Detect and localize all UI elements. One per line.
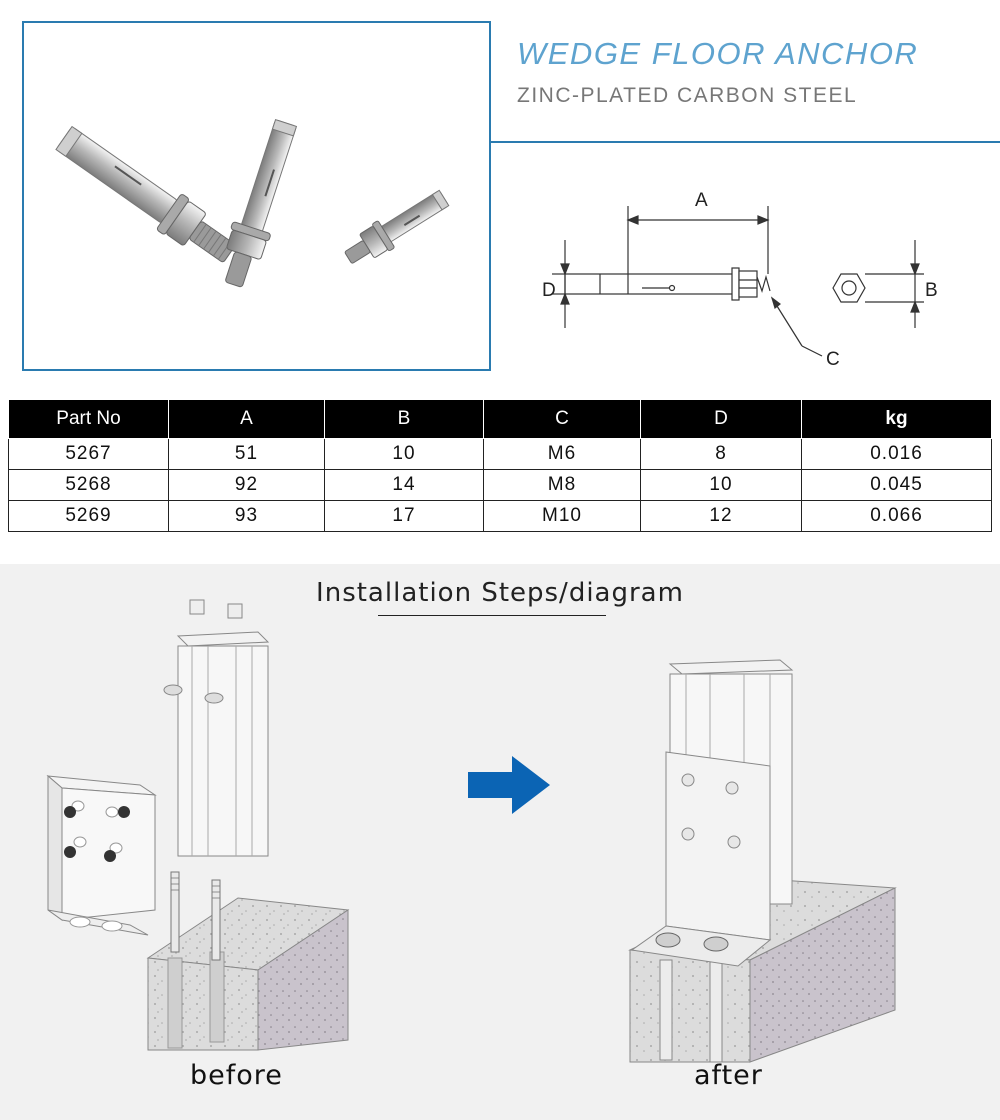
col-kg: kg [802, 400, 992, 439]
cell-kg: 0.066 [802, 501, 992, 532]
cell-part-no: 5268 [9, 470, 169, 501]
table-row [9, 470, 992, 501]
right-arrow-icon [468, 756, 550, 814]
cell-kg: 0.016 [802, 439, 992, 470]
anchor-bolts-image [24, 23, 489, 369]
col-a: A [169, 400, 325, 439]
cell-kg: 0.045 [802, 470, 992, 501]
cell-d: 8 [641, 439, 802, 470]
cell-b: 10 [325, 439, 484, 470]
product-photo [22, 21, 491, 371]
cell-a: 93 [169, 501, 325, 532]
cell-d: 12 [641, 501, 802, 532]
table-header-row [9, 400, 992, 439]
title-divider [491, 141, 1000, 143]
col-b: B [325, 400, 484, 439]
cell-c: M6 [484, 439, 641, 470]
installation-title: Installation Steps/diagram [316, 578, 684, 608]
cell-part-no: 5267 [9, 439, 169, 470]
dimension-drawing [530, 180, 980, 380]
col-d: D [641, 400, 802, 439]
after-illustration [620, 650, 910, 1070]
dim-label-b: B [925, 280, 938, 301]
table-row [9, 439, 992, 470]
cell-b: 14 [325, 470, 484, 501]
table-row [9, 501, 992, 532]
after-label: after [694, 1060, 763, 1091]
before-label: before [190, 1060, 283, 1091]
title-block [517, 36, 918, 108]
product-subtitle: ZINC-PLATED CARBON STEEL [517, 84, 858, 107]
cell-d: 10 [641, 470, 802, 501]
product-title: WEDGE FLOOR ANCHOR [517, 36, 919, 71]
dim-label-d: D [542, 280, 556, 301]
cell-b: 17 [325, 501, 484, 532]
spec-table [8, 399, 992, 532]
col-part-no: Part No [9, 400, 169, 439]
cell-c: M10 [484, 501, 641, 532]
before-illustration [40, 580, 360, 1060]
col-c: C [484, 400, 641, 439]
cell-part-no: 5269 [9, 501, 169, 532]
cell-c: M8 [484, 470, 641, 501]
cell-a: 92 [169, 470, 325, 501]
dim-label-c: C [826, 349, 840, 370]
installation-section [0, 564, 1000, 1120]
installation-title-underline [378, 615, 606, 616]
cell-a: 51 [169, 439, 325, 470]
dim-label-a: A [695, 190, 708, 211]
